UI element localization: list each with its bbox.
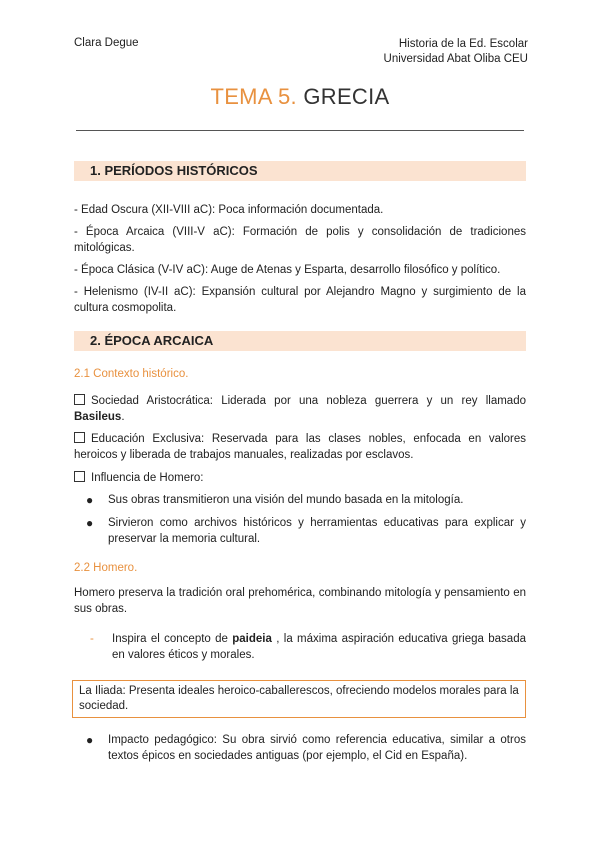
check-item: Sociedad Aristocrática: Liderada por una nobleza guerrera y un rey llamado Basileus. — [74, 395, 526, 423]
period-item: - Época Arcaica (VIII-V aC): Formación de polis y consolidación de tradiciones mitológicas. — [74, 226, 526, 254]
dash-item: - Inspira el concepto de paideia , la máxima aspiración educativa griega basada en valores éticos y morales. — [90, 633, 526, 661]
bullet-icon: ● — [86, 516, 94, 530]
header-university: Universidad Abat Oliba CEU — [383, 53, 528, 65]
checkbox-icon[interactable] — [74, 394, 85, 405]
checkbox-icon[interactable] — [74, 432, 85, 443]
subsection-context: 2.1 Contexto histórico. — [74, 368, 189, 380]
subsection-homero: 2.2 Homero. — [74, 562, 138, 574]
list-item: ● Sirvieron como archivos históricos y herramientas educativas para explicar y preservar la memoria cultural. — [86, 516, 526, 545]
header-course-info — [384, 37, 528, 67]
iliada-callout: La Iliada: Presenta ideales heroico-caballerescos, ofreciendo modelos morales para la sociedad. — [72, 680, 526, 718]
section2-heading: 2. ÉPOCA ARCAICA — [74, 331, 526, 351]
dash-icon: - — [90, 633, 94, 645]
check-item: Educación Exclusiva: Reservada para las clases nobles, enfocada en valores heroicos y liberada de trabajos manuales, realizadas por esclavos. — [74, 433, 526, 461]
period-item: - Edad Oscura (XII-VIII aC): Poca información documentada. — [74, 204, 384, 216]
title-number: TEMA 5. — [210, 84, 297, 109]
list-item: ● Impacto pedagógico: Su obra sirvió como referencia educativa, similar a otros textos épicos en sociedades antiguas (por ejemplo, el Cid en España). — [86, 733, 526, 762]
bullet-icon: ● — [86, 733, 94, 747]
title-word: GRECIA — [303, 84, 390, 109]
title-divider — [76, 130, 524, 131]
list-item: ● Sus obras transmitieron una visión del mundo basada en la mitología. — [86, 493, 464, 507]
bullet-icon: ● — [86, 493, 94, 507]
period-item: - Helenismo (IV-II aC): Expansión cultural por Alejandro Magno y surgimiento de la cultura cosmopolita. — [74, 286, 526, 314]
period-item: - Época Clásica (V-IV aC): Auge de Atenas y Esparta, desarrollo filosófico y político. — [74, 264, 501, 276]
section1-heading: 1. PERÍODOS HISTÓRICOS — [74, 161, 526, 181]
page-title — [0, 84, 600, 110]
homero-paragraph: Homero preserva la tradición oral prehomérica, combinando mitología y pensamiento en sus obras. — [74, 587, 526, 615]
header-course: Historia de la Ed. Escolar — [398, 38, 528, 50]
checkbox-icon[interactable] — [74, 471, 85, 482]
header-author: Clara Degue — [74, 37, 139, 49]
check-item: Influencia de Homero: — [74, 470, 526, 486]
